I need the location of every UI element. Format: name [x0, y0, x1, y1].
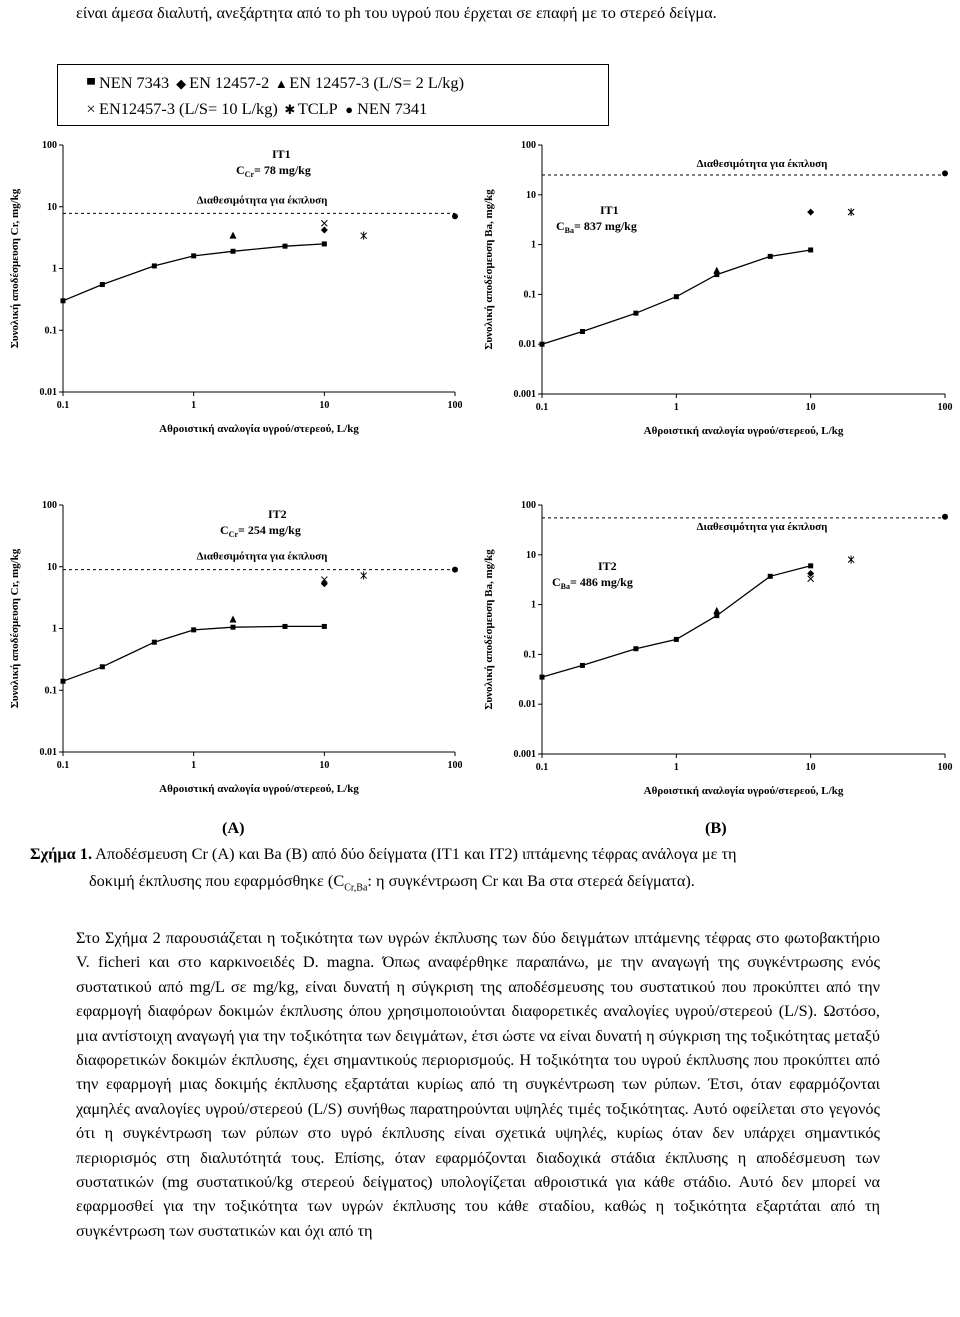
concentration-subscript: Ba	[564, 226, 575, 235]
y-tick-label: 100	[42, 140, 57, 151]
x-tick-label: 10	[805, 402, 816, 413]
x-tick-label: 10	[805, 762, 816, 773]
x-marker-icon: ×	[86, 99, 96, 118]
data-point-square	[322, 241, 327, 246]
y-tick-label: 0.1	[523, 649, 536, 661]
x-axis-label: Αθροιστική αναλογία υγρού/στερεού, L/kg	[159, 783, 359, 795]
legend-item-tclp: ✱ TCLP	[282, 99, 337, 118]
data-point-triangle	[230, 615, 237, 622]
chart-title: IT2	[268, 507, 287, 521]
y-tick-label: 10	[526, 549, 536, 561]
concentration-symbol: C	[220, 523, 229, 537]
y-tick-label: 10	[47, 561, 57, 573]
figure-caption	[30, 840, 950, 901]
star-marker-icon: ✱	[284, 102, 296, 117]
data-point-circle	[942, 170, 948, 176]
data-point-circle	[452, 567, 458, 573]
availability-label: Διαθεσιμότητα για έκπλυση	[696, 521, 828, 533]
concentration-symbol: C	[236, 163, 245, 177]
data-point-circle	[452, 213, 458, 219]
concentration-symbol: C	[556, 219, 565, 233]
x-tick-label: 1	[191, 400, 197, 411]
data-point-square	[580, 329, 585, 334]
data-point-square	[768, 254, 773, 259]
data-point-circle	[942, 514, 948, 520]
data-point-square	[808, 563, 813, 568]
y-axis-label: Συνολική αποδέσμευση Cr, mg/kg	[9, 548, 21, 709]
concentration-label	[220, 523, 301, 539]
data-point-star	[361, 572, 367, 580]
y-tick-label: 0.01	[39, 387, 57, 398]
y-axis-label: Συνολική αποδέσμευση Cr, mg/kg	[9, 188, 21, 349]
data-point-square	[152, 640, 157, 645]
y-axis-label: Συνολική αποδέσμευση Ba, mg/kg	[483, 549, 495, 710]
data-point-square	[674, 637, 679, 642]
data-point-square	[540, 675, 545, 680]
data-point-square	[633, 311, 638, 316]
data-point-square	[231, 625, 236, 630]
body-paragraph: Στο Σχήμα 2 παρουσιάζεται η τοξικότητα των υγρών έκπλυσης των δύο δειγμάτων ιπτάμενης τέφρας στο φωτοβακτήριο V. ficheri και στο καρκινοειδές D. magna. Όπως αναφέρθηκε παραπάνω, με την αναγωγή της συγκέντρωσης ενός συστατικού από mg/L σε mg/kg, είναι δυνατή η σύγκριση της αποδέσμευσης του συστατικού που προκύπτει από την εφαρμογή διαφόρων δοκιμών έκπλυσης όπου χρησιμοποιούνται διαφορετικές αναλογίες υγρού/στερεού (L/S). Ωστόσο, μια αντίστοιχη αναγωγή για την τοξικότητα των δειγμάτων, έτσι ώστε να είναι δυνατή η σύγκριση της τοξικότητας μεταξύ διαφορετικών δοκιμών έκπλυσης, έχει σημαντικούς περιορισμούς. Η τοξικότητα του υγρού έκπλυσης που προκύπτει από την εφαρμογή μιας δοκιμής έκπλυσης εξαρτάται κυρίως από τη συγκέντρωση των ρύπων. Έτσι, όταν εφαρμόζονται χαμηλές αναλογίες υγρού/στερεού (L/S) συνήθως παρατηρούνται υψηλές τιμές τοξικότητας. Αυτό οφείλεται στο γεγονός ότι η συγκέντρωση των ρύπων στο υγρό έκπλυσης είναι σχετικά υψηλές, κυρίως όταν δεν υπάρχει σημαντικός περιορισμός στη διαλυτότητά τους. Επίσης, όταν εφαρμόζονται διαδοχικά στάδια έκπλυσης η αποδέσμευση των συστατικών (mg συστατικού/kg στερεού δείγματος) υπολογίζεται αθροιστικά για κάθε στάδιο. Αυτό δεν μπορεί να εφαρμοσθεί για την τοξικότητα των υγρών έκπλυσης του κάθε σταδίου, καθώς η τοξικότητα εξαρτάται από τη συγκέντρωση των συστατικών και όχι από τη	[76, 928, 880, 1240]
data-point-square	[61, 298, 66, 303]
y-tick-label: 100	[42, 500, 57, 511]
panel-label-b: (B)	[705, 818, 727, 837]
chart-it1-ba-svg	[480, 130, 960, 450]
chart-it1-ba	[480, 130, 960, 455]
y-tick-label: 10	[47, 201, 57, 213]
concentration-value: = 837 mg/kg	[574, 219, 637, 233]
y-tick-label: 0.01	[518, 339, 536, 351]
data-point-star	[361, 232, 367, 240]
data-point-square	[580, 663, 585, 668]
x-tick-label: 100	[447, 760, 463, 771]
legend-item-nen7341: ● NEN 7341	[341, 99, 427, 118]
y-tick-label: 0.01	[518, 699, 536, 711]
data-point-square	[282, 244, 287, 249]
availability-label: Διαθεσιμότητα για έκπλυση	[196, 194, 328, 207]
chart-legend	[57, 64, 609, 126]
top-paragraph: είναι άμεσα διαλυτή, ανεξάρτητα από το ph του υγρού που έρχεται σε επαφή με το στερεό δείγμα.	[76, 3, 717, 22]
y-tick-label: 0.01	[39, 747, 57, 758]
chart-it2-cr-svg	[0, 490, 480, 810]
x-tick-label: 0.1	[56, 400, 70, 411]
data-point-triangle	[713, 267, 720, 274]
x-tick-label: 100	[937, 762, 953, 773]
x-tick-label: 1	[673, 762, 679, 773]
panel-label-a: (A)	[222, 818, 245, 837]
data-point-diamond	[321, 227, 328, 234]
legend-item-nen7343: ▀ NEN 7343	[83, 73, 169, 92]
y-tick-label: 0.001	[513, 749, 536, 760]
y-tick-label: 1	[531, 239, 536, 251]
x-tick-label: 1	[673, 402, 679, 413]
concentration-label	[552, 575, 633, 591]
caption-text-sub: Cr,Ba	[344, 882, 368, 894]
data-point-square	[540, 342, 545, 347]
chart-it1-cr-svg	[0, 130, 480, 450]
y-tick-label: 100	[521, 500, 536, 511]
availability-label: Διαθεσιμότητα για έκπλυση	[196, 550, 328, 563]
data-point-x	[321, 220, 327, 226]
triangle-marker-icon: ▲	[274, 76, 288, 91]
data-point-square	[100, 282, 105, 287]
y-tick-label: 0.1	[44, 325, 57, 337]
y-tick-label: 100	[521, 140, 536, 151]
concentration-subscript: Cr	[244, 170, 254, 179]
chart-title: IT2	[598, 559, 617, 573]
x-tick-label: 0.1	[535, 402, 549, 413]
data-point-star	[848, 208, 854, 216]
data-point-square	[674, 294, 679, 299]
concentration-value: = 254 mg/kg	[238, 523, 301, 537]
concentration-label	[236, 163, 311, 179]
square-marker-icon: ▀	[87, 79, 95, 91]
data-point-square	[231, 249, 236, 254]
x-tick-label: 10	[319, 400, 330, 411]
chart-title: IT1	[272, 147, 291, 161]
legend-item-en12457-3-ls2: ▲EN 12457-3 (L/S= 2 L/kg)	[273, 73, 464, 92]
data-point-square	[191, 253, 196, 258]
concentration-value: = 486 mg/kg	[570, 575, 633, 589]
x-tick-label: 100	[447, 400, 463, 411]
circle-marker-icon: ●	[345, 102, 354, 117]
caption-text-line2a: δοκιμή έκπλυσης που εφαρμόσθηκε (C	[89, 871, 345, 890]
y-tick-label: 1	[531, 599, 536, 611]
y-tick-label: 1	[52, 263, 57, 275]
concentration-subscript: Cr	[228, 530, 238, 539]
chart-title: IT1	[600, 203, 619, 217]
y-tick-label: 1	[52, 623, 57, 635]
series-line-nen7343	[63, 244, 324, 301]
data-point-diamond	[807, 209, 814, 216]
x-tick-label: 100	[937, 402, 953, 413]
data-point-square	[100, 664, 105, 669]
data-point-square	[191, 627, 196, 632]
data-point-star	[848, 556, 854, 564]
y-axis-label: Συνολική αποδέσμευση Ba, mg/kg	[483, 189, 495, 350]
data-point-square	[768, 574, 773, 579]
concentration-subscript: Ba	[560, 582, 571, 591]
y-tick-label: 0.001	[513, 389, 536, 400]
y-tick-label: 10	[526, 189, 536, 201]
concentration-symbol: C	[552, 575, 561, 589]
x-tick-label: 1	[191, 760, 197, 771]
chart-it1-cr	[0, 130, 480, 455]
concentration-label	[556, 219, 637, 235]
x-tick-label: 0.1	[56, 760, 70, 771]
x-tick-label: 0.1	[535, 762, 549, 773]
data-point-square	[282, 624, 287, 629]
chart-it2-ba	[480, 490, 960, 815]
x-axis-label: Αθροιστική αναλογία υγρού/στερεού, L/kg	[643, 785, 844, 797]
series-line-nen7343	[63, 626, 324, 681]
diamond-marker-icon: ◆	[176, 76, 187, 91]
concentration-value: = 78 mg/kg	[254, 163, 311, 177]
data-point-square	[633, 646, 638, 651]
y-tick-label: 0.1	[523, 289, 536, 301]
data-point-square	[152, 263, 157, 268]
caption-label: Σχήμα 1.	[30, 844, 93, 863]
caption-text-line2b: : η συγκέντρωση Cr και Ba στα στερεά δείγματα).	[367, 871, 695, 890]
x-axis-label: Αθροιστική αναλογία υγρού/στερεού, L/kg	[159, 423, 359, 435]
chart-it2-ba-svg	[480, 490, 960, 810]
availability-label: Διαθεσιμότητα για έκπλυση	[696, 158, 828, 170]
x-tick-label: 10	[319, 760, 330, 771]
data-point-triangle	[713, 607, 720, 614]
y-tick-label: 0.1	[44, 685, 57, 697]
data-point-square	[61, 679, 66, 684]
x-axis-label: Αθροιστική αναλογία υγρού/στερεού, L/kg	[643, 425, 844, 437]
legend-item-en12457-2: ◆ EN 12457-2	[173, 73, 269, 92]
data-point-square	[322, 624, 327, 629]
data-point-square	[714, 613, 719, 618]
chart-it2-cr	[0, 490, 480, 815]
caption-text-line1: Αποδέσμευση Cr (A) και Ba (B) από δύο δείγματα (IT1 και IT2) ιπτάμενης τέφρας ανάλογα με τη	[92, 844, 737, 863]
data-point-triangle	[230, 232, 237, 239]
legend-item-en12457-3-ls10: × EN12457-3 (L/S= 10 L/kg)	[83, 99, 278, 118]
data-point-square	[808, 247, 813, 252]
